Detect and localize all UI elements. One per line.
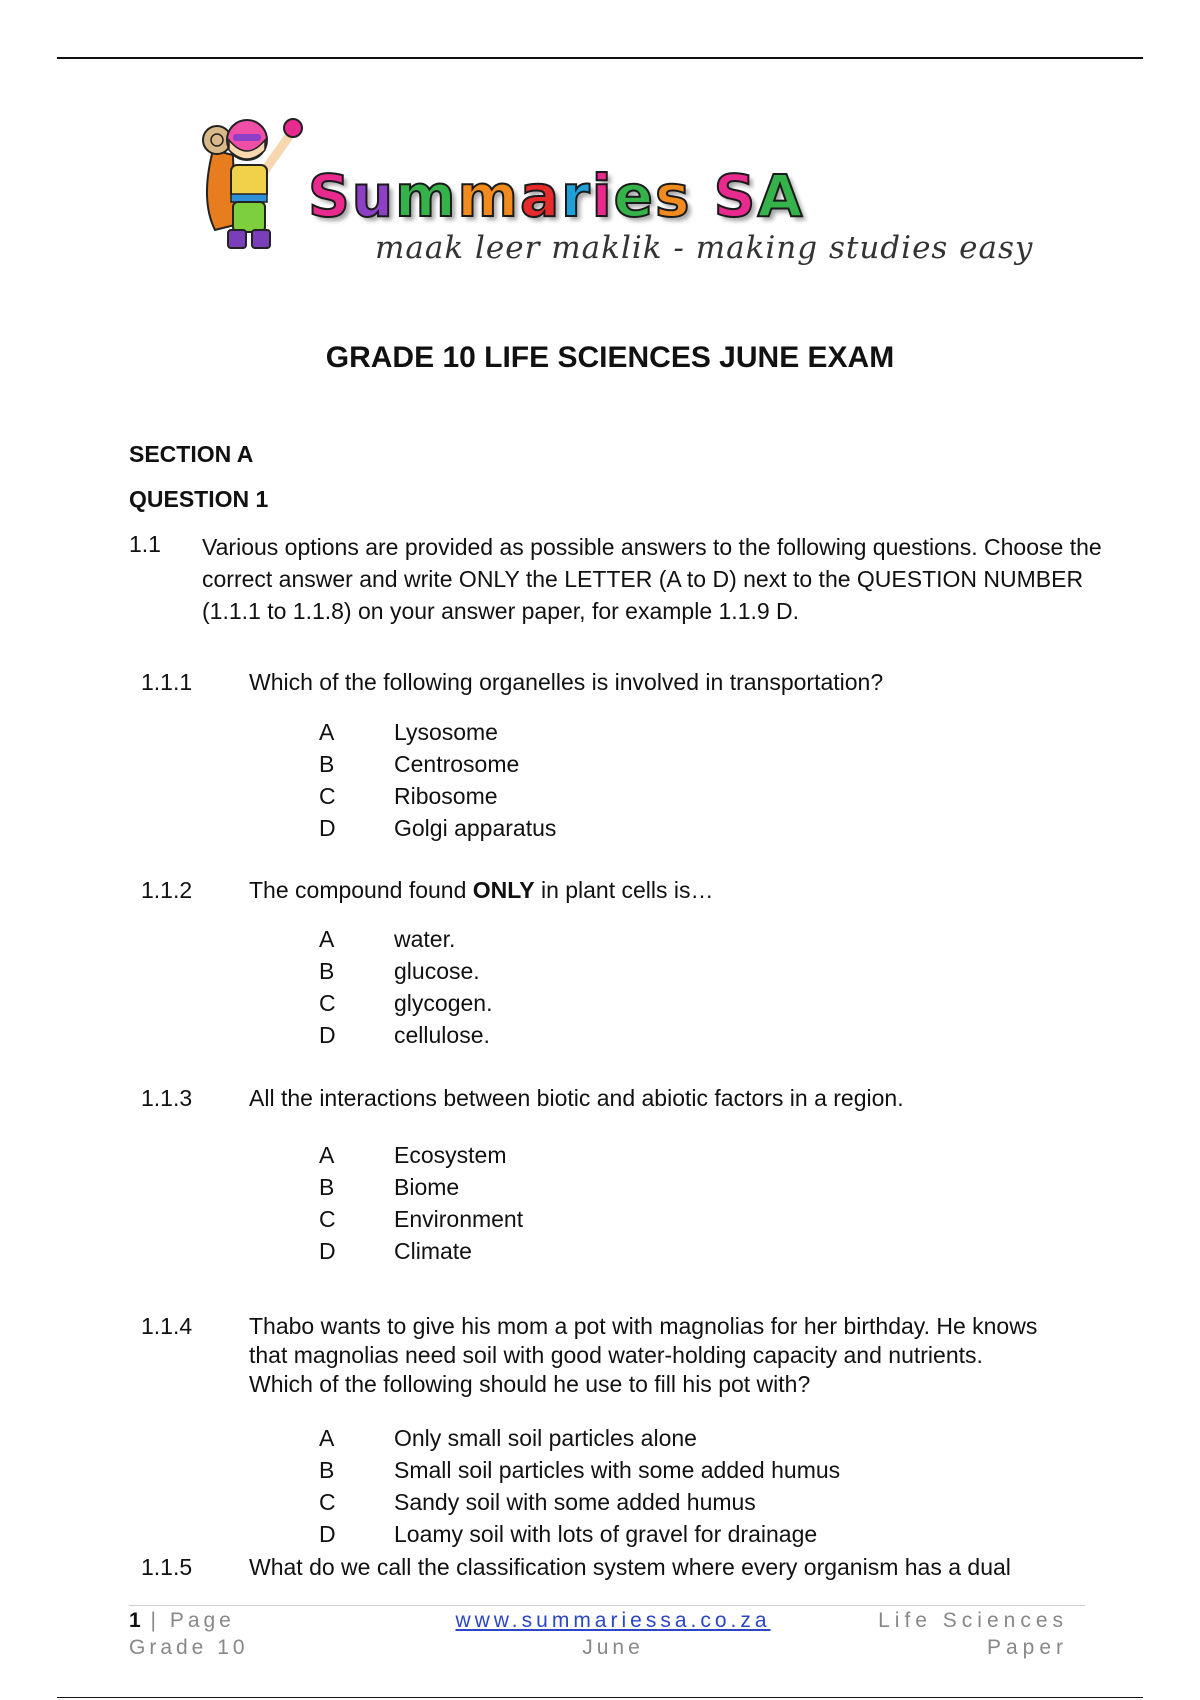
option-b bbox=[319, 1171, 523, 1203]
option-letter: A bbox=[319, 1425, 335, 1451]
option-b bbox=[319, 1454, 840, 1486]
option-a bbox=[319, 1139, 523, 1171]
question-number: 1.1.5 bbox=[141, 1554, 193, 1580]
footer-center bbox=[353, 1607, 873, 1661]
website-link[interactable]: www.summariessa.co.za bbox=[455, 1609, 771, 1632]
logo-tagline: maak leer maklik - making studies easy bbox=[375, 230, 1034, 266]
option-text: Biome bbox=[394, 1174, 460, 1200]
option-letter: B bbox=[319, 958, 335, 984]
option-letter: C bbox=[319, 1206, 336, 1232]
page-label: | Page bbox=[150, 1609, 235, 1632]
option-letter: C bbox=[319, 990, 336, 1016]
option-a bbox=[319, 923, 492, 955]
footer-divider bbox=[129, 1605, 1085, 1606]
option-letter: B bbox=[319, 1174, 335, 1200]
option-letter: A bbox=[319, 1142, 335, 1168]
emphasis-only: ONLY bbox=[472, 877, 535, 903]
option-b bbox=[319, 748, 556, 780]
question-number: 1.1.4 bbox=[141, 1313, 193, 1339]
footer-paper: Paper bbox=[986, 1636, 1068, 1659]
page-number: 1 bbox=[129, 1609, 141, 1632]
option-letter: B bbox=[319, 1457, 335, 1483]
option-c bbox=[319, 780, 556, 812]
option-list bbox=[319, 1422, 840, 1550]
superhero-mascot-icon bbox=[195, 110, 315, 260]
option-letter: D bbox=[319, 1022, 336, 1048]
intro-number: 1.1 bbox=[129, 531, 161, 557]
option-list bbox=[319, 923, 492, 1051]
option-c bbox=[319, 987, 492, 1019]
option-text: Centrosome bbox=[394, 751, 520, 777]
option-b bbox=[319, 955, 492, 987]
option-d bbox=[319, 812, 556, 844]
page-title: GRADE 10 LIFE SCIENCES JUNE EXAM bbox=[325, 341, 895, 374]
logo-wordmark: Summaries SA bbox=[308, 162, 805, 230]
option-letter: D bbox=[319, 815, 336, 841]
summaries-sa-logo bbox=[195, 110, 1034, 280]
question-number: 1.1.1 bbox=[141, 669, 193, 695]
option-text: Small soil particles with some added humus bbox=[394, 1457, 841, 1483]
option-c bbox=[319, 1203, 523, 1235]
footer-grade: Grade 10 bbox=[129, 1636, 249, 1659]
option-text: glycogen. bbox=[394, 990, 493, 1016]
option-list bbox=[319, 716, 556, 844]
option-text: Ribosome bbox=[394, 783, 498, 809]
intro-instructions: Various options are provided as possible answers to the following questions. Choose the correct answer and write ONLY the LETTER (A to D) next to the QUESTION NUMBER (1.1.1 to 1.1.8) on your answer paper, for example 1.1.9 D. bbox=[202, 534, 1102, 624]
footer-subject bbox=[878, 1607, 1068, 1661]
option-letter: D bbox=[319, 1238, 336, 1264]
option-letter: C bbox=[319, 783, 336, 809]
option-letter: A bbox=[319, 926, 335, 952]
question-text: Thabo wants to give his mom a pot with magnolias for her birthday. He knows that magnolias need soil with good water-holding capacity and nutrients. Which of the following should he use to fill his pot with? bbox=[249, 1313, 1038, 1397]
option-text: Loamy soil with lots of gravel for drainage bbox=[394, 1521, 818, 1547]
option-text: water. bbox=[394, 926, 456, 952]
option-text: Only small soil particles alone bbox=[394, 1425, 697, 1451]
top-rule bbox=[57, 57, 1143, 59]
option-text: Climate bbox=[394, 1238, 472, 1264]
option-text: Sandy soil with some added humus bbox=[394, 1489, 756, 1515]
question-text: What do we call the classification system where every organism has a dual bbox=[249, 1554, 1011, 1580]
option-letter: B bbox=[319, 751, 335, 777]
footer-subject-name: Life Sciences bbox=[878, 1609, 1068, 1632]
question-number: 1.1.3 bbox=[141, 1085, 193, 1111]
question-text: Which of the following organelles is involved in transportation? bbox=[249, 669, 884, 695]
question-number: 1.1.2 bbox=[141, 877, 193, 903]
option-text: glucose. bbox=[394, 958, 480, 984]
option-text: Ecosystem bbox=[394, 1142, 507, 1168]
option-d bbox=[319, 1235, 523, 1267]
option-letter: D bbox=[319, 1521, 336, 1547]
question-text: The compound found ONLY in plant cells is… bbox=[249, 877, 714, 903]
option-text: Environment bbox=[394, 1206, 524, 1232]
option-c bbox=[319, 1486, 840, 1518]
option-text: Lysosome bbox=[394, 719, 498, 745]
question-text: All the interactions between biotic and abiotic factors in a region. bbox=[249, 1085, 904, 1111]
option-d bbox=[319, 1019, 492, 1051]
option-a bbox=[319, 1422, 840, 1454]
option-d bbox=[319, 1518, 840, 1550]
footer-month: June bbox=[582, 1636, 644, 1659]
question-heading: QUESTION 1 bbox=[129, 486, 269, 512]
footer-page-info bbox=[129, 1607, 249, 1661]
option-list bbox=[319, 1139, 523, 1267]
option-text: cellulose. bbox=[394, 1022, 490, 1048]
section-heading: SECTION A bbox=[129, 441, 254, 467]
option-text: Golgi apparatus bbox=[394, 815, 557, 841]
option-a bbox=[319, 716, 556, 748]
option-letter: A bbox=[319, 719, 335, 745]
option-letter: C bbox=[319, 1489, 336, 1515]
bottom-rule bbox=[57, 1697, 1143, 1698]
